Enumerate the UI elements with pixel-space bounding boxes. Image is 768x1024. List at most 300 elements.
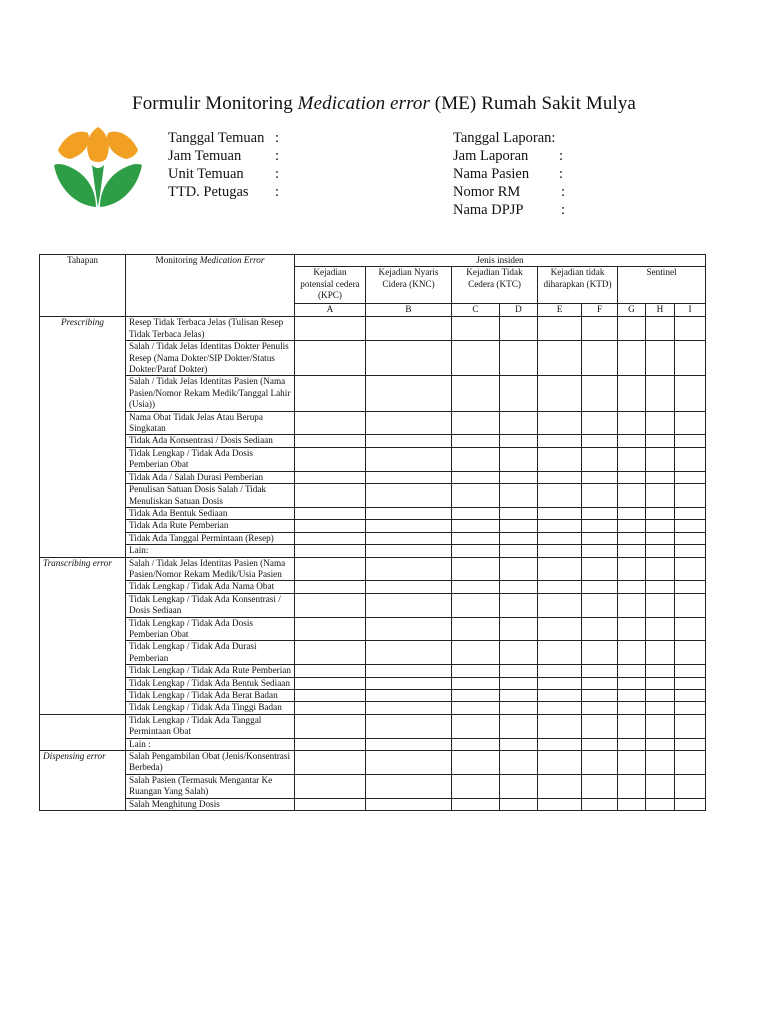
header-ktd: Kejadian tidak diharapkan (KTD) xyxy=(538,267,618,304)
checkbox-cell[interactable] xyxy=(582,411,618,435)
checkbox-cell[interactable] xyxy=(618,341,646,376)
checkbox-cell[interactable] xyxy=(366,714,452,738)
checkbox-cell[interactable] xyxy=(538,798,582,810)
monitoring-item: Tidak Ada / Salah Durasi Pemberian xyxy=(126,471,295,483)
checkbox-cell[interactable] xyxy=(538,641,582,665)
checkbox-cell[interactable] xyxy=(582,581,618,593)
checkbox-cell[interactable] xyxy=(582,774,618,798)
checkbox-cell[interactable] xyxy=(675,617,706,641)
checkbox-cell[interactable] xyxy=(618,557,646,581)
checkbox-cell[interactable] xyxy=(582,447,618,471)
checkbox-cell[interactable] xyxy=(500,690,538,702)
checkbox-cell[interactable] xyxy=(366,798,452,810)
monitoring-item: Nama Obat Tidak Jelas Atau Berupa Singkatan xyxy=(126,411,295,435)
info-label: Tanggal Laporan: xyxy=(453,130,556,146)
checkbox-cell[interactable] xyxy=(618,471,646,483)
checkbox-cell[interactable] xyxy=(366,520,452,532)
info-colon: : xyxy=(559,148,564,164)
checkbox-cell[interactable] xyxy=(295,581,366,593)
checkbox-cell[interactable] xyxy=(675,484,706,508)
info-label: TTD. Petugas xyxy=(168,184,249,200)
monitoring-item: Tidak Lengkap / Tidak Ada Dosis Pemberian Obat xyxy=(126,447,295,471)
table-row xyxy=(40,507,706,519)
checkbox-cell[interactable] xyxy=(646,447,675,471)
checkbox-cell[interactable] xyxy=(500,341,538,376)
checkbox-cell[interactable] xyxy=(675,738,706,750)
checkbox-cell[interactable] xyxy=(295,738,366,750)
checkbox-cell[interactable] xyxy=(366,545,452,557)
checkbox-cell[interactable] xyxy=(618,507,646,519)
checkbox-cell[interactable] xyxy=(582,751,618,775)
checkbox-cell[interactable] xyxy=(500,751,538,775)
checkbox-cell[interactable] xyxy=(295,557,366,581)
checkbox-cell[interactable] xyxy=(366,738,452,750)
checkbox-cell[interactable] xyxy=(675,714,706,738)
checkbox-cell[interactable] xyxy=(646,702,675,714)
stage-transcribing: Transcribing error xyxy=(40,557,126,714)
checkbox-cell[interactable] xyxy=(618,617,646,641)
checkbox-cell[interactable] xyxy=(582,677,618,689)
checkbox-cell[interactable] xyxy=(366,581,452,593)
checkbox-cell[interactable] xyxy=(582,738,618,750)
checkbox-cell[interactable] xyxy=(538,532,582,544)
checkbox-cell[interactable] xyxy=(295,471,366,483)
info-label: Jam Temuan xyxy=(168,148,242,164)
checkbox-cell[interactable] xyxy=(452,341,500,376)
checkbox-cell[interactable] xyxy=(582,317,618,341)
checkbox-cell[interactable] xyxy=(452,798,500,810)
checkbox-cell[interactable] xyxy=(452,617,500,641)
checkbox-cell[interactable] xyxy=(452,690,500,702)
checkbox-cell[interactable] xyxy=(618,435,646,447)
checkbox-cell[interactable] xyxy=(618,714,646,738)
checkbox-cell[interactable] xyxy=(538,617,582,641)
checkbox-cell[interactable] xyxy=(646,617,675,641)
checkbox-cell[interactable] xyxy=(500,702,538,714)
checkbox-cell[interactable] xyxy=(618,545,646,557)
checkbox-cell[interactable] xyxy=(452,702,500,714)
checkbox-cell[interactable] xyxy=(500,545,538,557)
header-kpc: Kejadian potensial cedera (KPC) xyxy=(295,267,366,304)
monitoring-item: Salah Menghitung Dosis xyxy=(126,798,295,810)
checkbox-cell[interactable] xyxy=(452,317,500,341)
checkbox-cell[interactable] xyxy=(366,411,452,435)
checkbox-cell[interactable] xyxy=(295,641,366,665)
table-row xyxy=(40,714,706,738)
checkbox-cell[interactable] xyxy=(538,411,582,435)
checkbox-cell[interactable] xyxy=(646,581,675,593)
checkbox-cell[interactable] xyxy=(295,665,366,677)
checkbox-cell[interactable] xyxy=(646,798,675,810)
checkbox-cell[interactable] xyxy=(618,593,646,617)
checkbox-cell[interactable] xyxy=(538,690,582,702)
checkbox-cell[interactable] xyxy=(452,484,500,508)
checkbox-cell[interactable] xyxy=(618,774,646,798)
stage-dispensing: Dispensing error xyxy=(40,751,126,811)
checkbox-cell[interactable] xyxy=(366,677,452,689)
checkbox-cell[interactable] xyxy=(295,617,366,641)
checkbox-cell[interactable] xyxy=(538,677,582,689)
checkbox-cell[interactable] xyxy=(582,714,618,738)
monitoring-item: Penulisan Satuan Dosis Salah / Tidak Menuliskan Satuan Dosis xyxy=(126,484,295,508)
checkbox-cell[interactable] xyxy=(582,507,618,519)
checkbox-cell[interactable] xyxy=(295,593,366,617)
header-monitoring-text: Monitoring xyxy=(155,255,200,265)
checkbox-cell[interactable] xyxy=(452,447,500,471)
checkbox-cell[interactable] xyxy=(675,471,706,483)
checkbox-cell[interactable] xyxy=(500,317,538,341)
checkbox-cell[interactable] xyxy=(452,557,500,581)
checkbox-cell[interactable] xyxy=(675,545,706,557)
checkbox-cell[interactable] xyxy=(452,545,500,557)
checkbox-cell[interactable] xyxy=(675,702,706,714)
checkbox-cell[interactable] xyxy=(500,774,538,798)
checkbox-cell[interactable] xyxy=(295,435,366,447)
checkbox-cell[interactable] xyxy=(538,751,582,775)
checkbox-cell[interactable] xyxy=(366,641,452,665)
letter-b: B xyxy=(366,304,452,317)
checkbox-cell[interactable] xyxy=(618,677,646,689)
checkbox-cell[interactable] xyxy=(452,677,500,689)
checkbox-cell[interactable] xyxy=(500,738,538,750)
checkbox-cell[interactable] xyxy=(675,641,706,665)
checkbox-cell[interactable] xyxy=(618,532,646,544)
checkbox-cell[interactable] xyxy=(452,738,500,750)
checkbox-cell[interactable] xyxy=(500,641,538,665)
checkbox-cell[interactable] xyxy=(295,317,366,341)
checkbox-cell[interactable] xyxy=(646,641,675,665)
checkbox-cell[interactable] xyxy=(538,581,582,593)
checkbox-cell[interactable] xyxy=(618,581,646,593)
checkbox-cell[interactable] xyxy=(646,520,675,532)
checkbox-cell[interactable] xyxy=(500,435,538,447)
checkbox-cell[interactable] xyxy=(500,376,538,411)
monitoring-item: Tidak Ada Bentuk Sediaan xyxy=(126,507,295,519)
checkbox-cell[interactable] xyxy=(646,714,675,738)
checkbox-cell[interactable] xyxy=(366,593,452,617)
checkbox-cell[interactable] xyxy=(366,435,452,447)
checkbox-cell[interactable] xyxy=(646,376,675,411)
monitoring-table xyxy=(39,254,706,811)
checkbox-cell[interactable] xyxy=(295,532,366,544)
checkbox-cell[interactable] xyxy=(295,545,366,557)
checkbox-cell[interactable] xyxy=(538,714,582,738)
checkbox-cell[interactable] xyxy=(675,317,706,341)
checkbox-cell[interactable] xyxy=(500,532,538,544)
checkbox-cell[interactable] xyxy=(618,376,646,411)
table-body xyxy=(40,255,706,811)
stage-empty xyxy=(40,714,126,750)
monitoring-item: Salah / Tidak Jelas Identitas Dokter Penulis Resep (Nama Dokter/SIP Dokter/Status Dokter/Paraf Dokter) xyxy=(126,341,295,376)
checkbox-cell[interactable] xyxy=(675,690,706,702)
checkbox-cell[interactable] xyxy=(452,507,500,519)
monitoring-item: Tidak Lengkap / Tidak Ada Konsentrasi / Dosis Sediaan xyxy=(126,593,295,617)
checkbox-cell[interactable] xyxy=(295,798,366,810)
checkbox-cell[interactable] xyxy=(366,507,452,519)
checkbox-cell[interactable] xyxy=(500,593,538,617)
checkbox-cell[interactable] xyxy=(366,665,452,677)
checkbox-cell[interactable] xyxy=(500,507,538,519)
checkbox-cell[interactable] xyxy=(500,677,538,689)
table-row xyxy=(40,738,706,750)
checkbox-cell[interactable] xyxy=(452,520,500,532)
checkbox-cell[interactable] xyxy=(295,341,366,376)
checkbox-cell[interactable] xyxy=(500,471,538,483)
title-part-2: Medication error xyxy=(297,93,430,114)
checkbox-cell[interactable] xyxy=(675,411,706,435)
checkbox-cell[interactable] xyxy=(452,665,500,677)
table-row xyxy=(40,545,706,557)
checkbox-cell[interactable] xyxy=(295,751,366,775)
checkbox-cell[interactable] xyxy=(646,532,675,544)
info-colon: : xyxy=(275,148,280,164)
checkbox-cell[interactable] xyxy=(582,617,618,641)
checkbox-cell[interactable] xyxy=(366,447,452,471)
checkbox-cell[interactable] xyxy=(582,376,618,411)
info-colon: : xyxy=(275,130,280,146)
letter-g: G xyxy=(618,304,646,317)
checkbox-cell[interactable] xyxy=(646,665,675,677)
checkbox-cell[interactable] xyxy=(582,532,618,544)
checkbox-cell[interactable] xyxy=(452,471,500,483)
checkbox-cell[interactable] xyxy=(500,484,538,508)
checkbox-cell[interactable] xyxy=(366,751,452,775)
checkbox-cell[interactable] xyxy=(618,738,646,750)
checkbox-cell[interactable] xyxy=(295,677,366,689)
checkbox-cell[interactable] xyxy=(452,714,500,738)
checkbox-cell[interactable] xyxy=(452,641,500,665)
letter-c: C xyxy=(452,304,500,317)
info-label: Jam Laporan xyxy=(453,148,529,164)
checkbox-cell[interactable] xyxy=(582,641,618,665)
checkbox-cell[interactable] xyxy=(582,557,618,581)
checkbox-cell[interactable] xyxy=(500,581,538,593)
checkbox-cell[interactable] xyxy=(452,593,500,617)
monitoring-item: Lain : xyxy=(126,738,295,750)
letter-a: A xyxy=(295,304,366,317)
checkbox-cell[interactable] xyxy=(646,545,675,557)
info-label: Nama Pasien xyxy=(453,166,530,182)
header-knc: Kejadian Nyaris Cidera (KNC) xyxy=(366,267,452,304)
checkbox-cell[interactable] xyxy=(618,751,646,775)
header-jenis-insiden: Jenis insiden xyxy=(295,255,706,267)
checkbox-cell[interactable] xyxy=(675,447,706,471)
checkbox-cell[interactable] xyxy=(646,557,675,581)
checkbox-cell[interactable] xyxy=(675,798,706,810)
checkbox-cell[interactable] xyxy=(618,702,646,714)
checkbox-cell[interactable] xyxy=(582,520,618,532)
table-row xyxy=(40,471,706,483)
checkbox-cell[interactable] xyxy=(295,690,366,702)
checkbox-cell[interactable] xyxy=(538,665,582,677)
checkbox-cell[interactable] xyxy=(295,774,366,798)
checkbox-cell[interactable] xyxy=(452,376,500,411)
checkbox-cell[interactable] xyxy=(618,690,646,702)
checkbox-cell[interactable] xyxy=(500,798,538,810)
checkbox-cell[interactable] xyxy=(366,774,452,798)
monitoring-item: Tidak Lengkap / Tidak Ada Durasi Pemberian xyxy=(126,641,295,665)
checkbox-cell[interactable] xyxy=(295,702,366,714)
checkbox-cell[interactable] xyxy=(646,411,675,435)
checkbox-cell[interactable] xyxy=(618,484,646,508)
checkbox-cell[interactable] xyxy=(366,532,452,544)
checkbox-cell[interactable] xyxy=(675,376,706,411)
checkbox-cell[interactable] xyxy=(675,677,706,689)
checkbox-cell[interactable] xyxy=(500,520,538,532)
checkbox-cell[interactable] xyxy=(452,435,500,447)
checkbox-cell[interactable] xyxy=(452,411,500,435)
checkbox-cell[interactable] xyxy=(500,447,538,471)
checkbox-cell[interactable] xyxy=(538,435,582,447)
logo-orange-petal-right xyxy=(107,132,138,159)
checkbox-cell[interactable] xyxy=(366,484,452,508)
info-colon: : xyxy=(275,184,280,200)
checkbox-cell[interactable] xyxy=(538,471,582,483)
checkbox-cell[interactable] xyxy=(646,677,675,689)
checkbox-cell[interactable] xyxy=(646,690,675,702)
checkbox-cell[interactable] xyxy=(366,376,452,411)
table-row xyxy=(40,341,706,376)
checkbox-cell[interactable] xyxy=(646,484,675,508)
logo-green-leaf-left xyxy=(54,164,96,207)
checkbox-cell[interactable] xyxy=(366,690,452,702)
checkbox-cell[interactable] xyxy=(582,341,618,376)
logo-orange-petal-left xyxy=(58,132,89,159)
checkbox-cell[interactable] xyxy=(618,641,646,665)
checkbox-cell[interactable] xyxy=(500,411,538,435)
checkbox-cell[interactable] xyxy=(646,317,675,341)
checkbox-cell[interactable] xyxy=(675,665,706,677)
letter-h: H xyxy=(646,304,675,317)
checkbox-cell[interactable] xyxy=(675,751,706,775)
checkbox-cell[interactable] xyxy=(618,798,646,810)
checkbox-cell[interactable] xyxy=(366,317,452,341)
monitoring-item: Lain: xyxy=(126,545,295,557)
table-row xyxy=(40,581,706,593)
checkbox-cell[interactable] xyxy=(582,665,618,677)
checkbox-cell[interactable] xyxy=(538,447,582,471)
checkbox-cell[interactable] xyxy=(538,341,582,376)
checkbox-cell[interactable] xyxy=(582,435,618,447)
checkbox-cell[interactable] xyxy=(452,751,500,775)
checkbox-cell[interactable] xyxy=(646,507,675,519)
checkbox-cell[interactable] xyxy=(366,471,452,483)
checkbox-cell[interactable] xyxy=(500,557,538,581)
checkbox-cell[interactable] xyxy=(675,520,706,532)
checkbox-cell[interactable] xyxy=(675,507,706,519)
checkbox-cell[interactable] xyxy=(646,593,675,617)
checkbox-cell[interactable] xyxy=(295,484,366,508)
checkbox-cell[interactable] xyxy=(646,341,675,376)
table-row xyxy=(40,702,706,714)
checkbox-cell[interactable] xyxy=(538,376,582,411)
checkbox-cell[interactable] xyxy=(538,557,582,581)
checkbox-cell[interactable] xyxy=(646,435,675,447)
table-row xyxy=(40,376,706,411)
table-row xyxy=(40,435,706,447)
checkbox-cell[interactable] xyxy=(295,520,366,532)
header-monitoring xyxy=(126,255,295,317)
checkbox-cell[interactable] xyxy=(582,798,618,810)
monitoring-item: Salah Pengambilan Obat (Jenis/Konsentrasi Berbeda) xyxy=(126,751,295,775)
checkbox-cell[interactable] xyxy=(582,471,618,483)
checkbox-cell[interactable] xyxy=(538,774,582,798)
checkbox-cell[interactable] xyxy=(618,317,646,341)
checkbox-cell[interactable] xyxy=(538,545,582,557)
checkbox-cell[interactable] xyxy=(295,376,366,411)
checkbox-cell[interactable] xyxy=(452,532,500,544)
checkbox-cell[interactable] xyxy=(538,317,582,341)
checkbox-cell[interactable] xyxy=(646,738,675,750)
checkbox-cell[interactable] xyxy=(582,593,618,617)
checkbox-cell[interactable] xyxy=(675,341,706,376)
checkbox-cell[interactable] xyxy=(618,411,646,435)
checkbox-cell[interactable] xyxy=(646,471,675,483)
info-colon: : xyxy=(275,166,280,182)
monitoring-item: Tidak Ada Rute Pemberian xyxy=(126,520,295,532)
checkbox-cell[interactable] xyxy=(538,702,582,714)
checkbox-cell[interactable] xyxy=(295,714,366,738)
checkbox-cell[interactable] xyxy=(618,520,646,532)
checkbox-cell[interactable] xyxy=(675,581,706,593)
checkbox-cell[interactable] xyxy=(500,714,538,738)
logo-green-leaf-right xyxy=(100,164,142,207)
table-row xyxy=(40,665,706,677)
checkbox-cell[interactable] xyxy=(675,435,706,447)
checkbox-cell[interactable] xyxy=(538,484,582,508)
checkbox-cell[interactable] xyxy=(538,593,582,617)
checkbox-cell[interactable] xyxy=(675,532,706,544)
checkbox-cell[interactable] xyxy=(538,520,582,532)
checkbox-cell[interactable] xyxy=(295,507,366,519)
table-row xyxy=(40,593,706,617)
checkbox-cell[interactable] xyxy=(295,447,366,471)
letter-i: I xyxy=(675,304,706,317)
checkbox-cell[interactable] xyxy=(675,557,706,581)
checkbox-cell[interactable] xyxy=(295,411,366,435)
checkbox-cell[interactable] xyxy=(538,507,582,519)
checkbox-cell[interactable] xyxy=(646,751,675,775)
checkbox-cell[interactable] xyxy=(366,617,452,641)
monitoring-item: Tidak Lengkap / Tidak Ada Berat Badan xyxy=(126,690,295,702)
checkbox-cell[interactable] xyxy=(582,484,618,508)
monitoring-item: Tidak Lengkap / Tidak Ada Nama Obat xyxy=(126,581,295,593)
monitoring-item: Salah / Tidak Jelas Identitas Pasien (Nama Pasien/Nomor Rekam Medik/Usia Pasien xyxy=(126,557,295,581)
checkbox-cell[interactable] xyxy=(618,447,646,471)
checkbox-cell[interactable] xyxy=(582,690,618,702)
header-monitoring-em: Medication Error xyxy=(199,255,265,265)
checkbox-cell[interactable] xyxy=(675,774,706,798)
checkbox-cell[interactable] xyxy=(538,738,582,750)
checkbox-cell[interactable] xyxy=(452,581,500,593)
info-label: Unit Temuan xyxy=(168,166,244,182)
checkbox-cell[interactable] xyxy=(366,702,452,714)
checkbox-cell[interactable] xyxy=(500,617,538,641)
checkbox-cell[interactable] xyxy=(646,774,675,798)
table-row xyxy=(40,774,706,798)
table-row xyxy=(40,641,706,665)
checkbox-cell[interactable] xyxy=(452,774,500,798)
checkbox-cell[interactable] xyxy=(582,545,618,557)
checkbox-cell[interactable] xyxy=(582,702,618,714)
monitoring-item: Tidak Ada Tanggal Permintaan (Resep) xyxy=(126,532,295,544)
checkbox-cell[interactable] xyxy=(366,341,452,376)
checkbox-cell[interactable] xyxy=(500,665,538,677)
checkbox-cell[interactable] xyxy=(675,593,706,617)
info-colon: : xyxy=(559,166,564,182)
checkbox-cell[interactable] xyxy=(366,557,452,581)
checkbox-cell[interactable] xyxy=(618,665,646,677)
